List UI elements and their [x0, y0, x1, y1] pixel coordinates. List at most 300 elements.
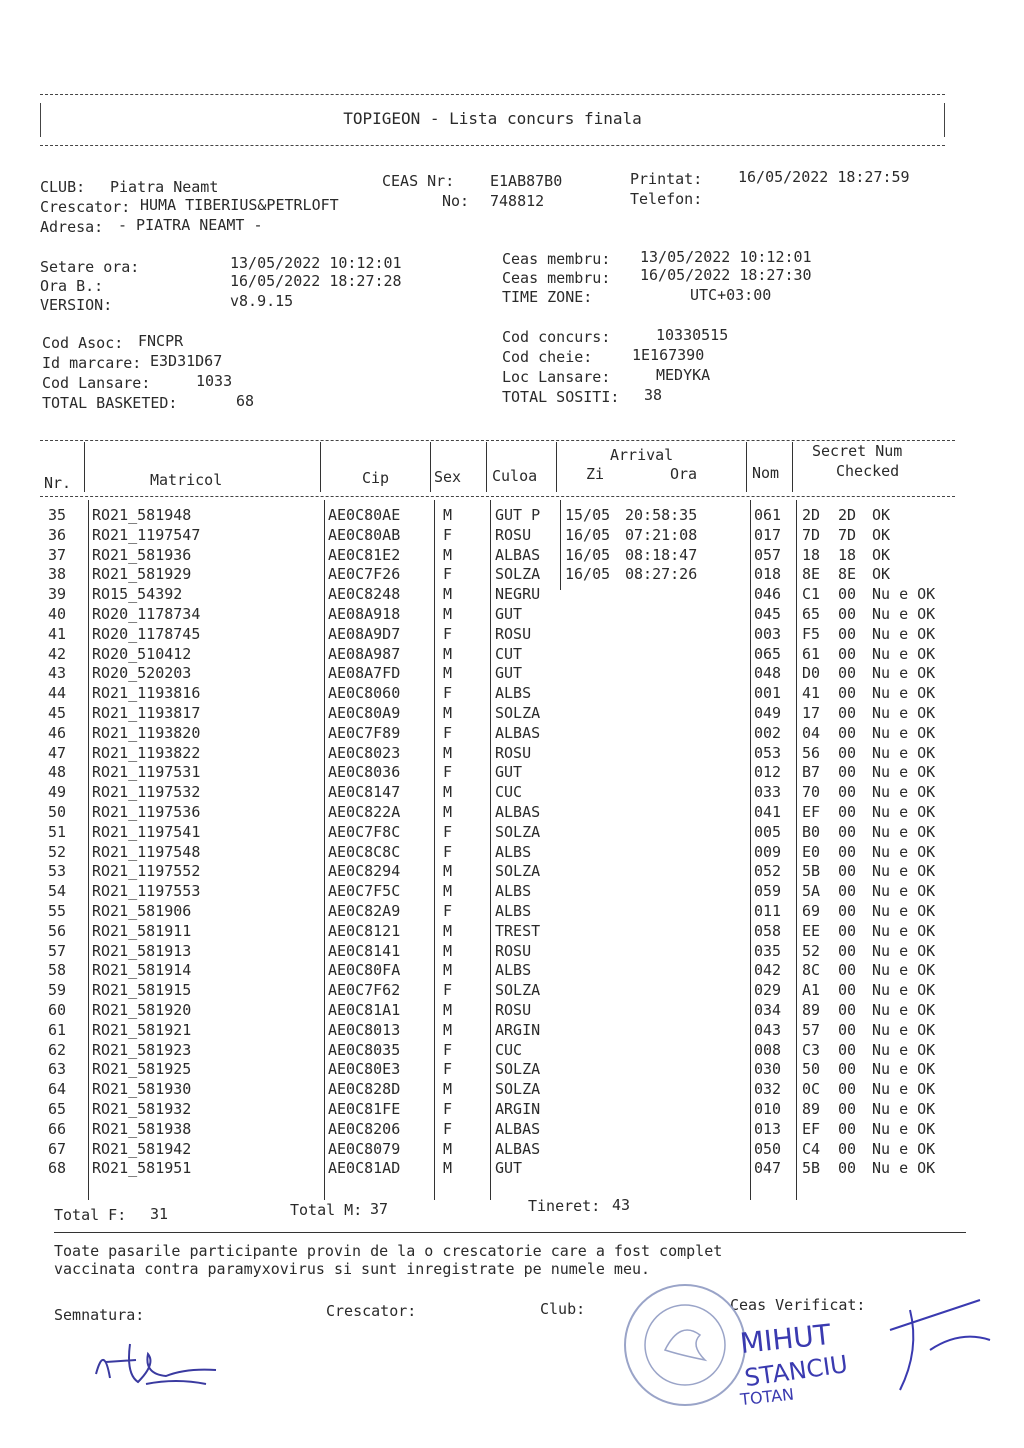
signature-icon	[86, 1334, 226, 1394]
row-secret: 5B	[802, 1159, 821, 1178]
row-num: 00	[838, 644, 857, 663]
row-matricol: RO21_581914	[92, 961, 192, 980]
col-header-sex: Sex	[434, 468, 462, 486]
row-matricol: RO21_1193820	[92, 723, 201, 742]
row-culoa: ARGIN	[495, 1100, 541, 1118]
row-sex: F	[443, 763, 453, 782]
row-num: 18	[838, 545, 857, 564]
row-sex: M	[443, 545, 453, 564]
row-num: 00	[838, 862, 857, 881]
row-secret: 89	[802, 1001, 821, 1019]
table-row	[40, 684, 955, 704]
row-cip: AE0C8035	[328, 1040, 401, 1059]
svg-text:TOTAN: TOTAN	[739, 1384, 795, 1410]
cod-cheie-label: Cod cheie:	[502, 348, 593, 366]
row-secret: C3	[802, 1040, 821, 1059]
col-header-matricol: Matricol	[150, 471, 223, 489]
row-num: 00	[838, 664, 857, 683]
row-secret: 89	[802, 1100, 821, 1118]
row-cip: AE0C80AE	[328, 506, 401, 524]
row-culoa: SOLZA	[495, 1060, 541, 1079]
row-matricol: RO21_1197552	[92, 862, 201, 881]
table-row	[40, 942, 955, 962]
ceas-membru2-value: 16/05/2022 18:27:30	[640, 266, 812, 284]
row-culoa: ALBS	[495, 902, 532, 920]
setare-value: 13/05/2022 10:12:01	[230, 254, 402, 272]
row-nom: 029	[754, 981, 782, 1000]
row-checked: OK	[872, 525, 891, 544]
row-matricol: RO20_1178745	[92, 624, 201, 643]
table-row	[40, 664, 955, 684]
row-sex: F	[443, 1100, 453, 1118]
row-cip: AE0C82A9	[328, 902, 401, 920]
row-cip: AE0C81AD	[328, 1159, 401, 1178]
row-num: 00	[838, 1080, 857, 1099]
row-num: 00	[838, 1020, 857, 1039]
row-matricol: RO21_581930	[92, 1080, 192, 1099]
row-sex: M	[443, 704, 453, 722]
row-nr: 41	[48, 624, 67, 643]
row-cip: AE0C8121	[328, 921, 401, 940]
row-nom: 059	[754, 882, 782, 901]
row-matricol: RO21_1197536	[92, 803, 201, 821]
row-nom: 013	[754, 1119, 782, 1138]
row-nr: 52	[48, 842, 67, 861]
row-checked: Nu e OK	[872, 704, 936, 722]
row-sex: M	[443, 862, 453, 881]
row-num: 00	[838, 902, 857, 920]
row-nr: 46	[48, 723, 67, 742]
row-sex: M	[443, 644, 453, 663]
row-zi: 16/05	[565, 545, 611, 564]
table-row	[40, 1021, 955, 1041]
cod-lansare-label: Cod Lansare:	[42, 374, 151, 392]
row-num: 00	[838, 743, 857, 762]
table-row	[40, 526, 955, 546]
row-culoa: GUT	[495, 763, 523, 782]
row-num: 00	[838, 1001, 857, 1019]
row-secret: 56	[802, 743, 821, 762]
row-nr: 40	[48, 605, 67, 623]
row-matricol: RO21_1197547	[92, 525, 201, 544]
row-nom: 017	[754, 525, 782, 544]
row-num: 00	[838, 723, 857, 742]
row-matricol: RO21_1193817	[92, 704, 201, 722]
row-matricol: RO21_581920	[92, 1001, 192, 1019]
row-matricol: RO15_54392	[92, 585, 183, 604]
row-num: 7D	[838, 525, 857, 544]
table-row	[40, 783, 955, 803]
row-culoa: SOLZA	[495, 981, 541, 1000]
row-nom: 033	[754, 783, 782, 802]
loc-lansare-label: Loc Lansare:	[502, 368, 611, 386]
row-num: 00	[838, 624, 857, 643]
row-cip: AE0C8079	[328, 1139, 401, 1158]
row-ora: 08:27:26	[625, 565, 698, 584]
row-secret: 18	[802, 545, 821, 564]
col-header-culoa: Culoa	[492, 467, 538, 485]
row-num: 00	[838, 1100, 857, 1118]
row-secret: 69	[802, 902, 821, 920]
table-row	[40, 625, 955, 645]
row-secret: 8E	[802, 565, 821, 584]
row-nr: 49	[48, 783, 67, 802]
row-secret: 70	[802, 783, 821, 802]
row-sex: F	[443, 822, 453, 841]
row-nr: 39	[48, 585, 67, 604]
row-nr: 43	[48, 664, 67, 683]
row-nom: 012	[754, 763, 782, 782]
row-culoa: TREST	[495, 921, 541, 940]
row-secret: 52	[802, 941, 821, 960]
col-header-cip: Cip	[362, 469, 390, 487]
row-checked: Nu e OK	[872, 783, 936, 802]
row-cip: AE0C7F8C	[328, 822, 401, 841]
club-label: CLUB:	[40, 178, 86, 196]
row-num: 00	[838, 822, 857, 841]
cod-concurs-label: Cod concurs:	[502, 328, 611, 346]
row-nr: 55	[48, 902, 67, 920]
row-checked: Nu e OK	[872, 763, 936, 782]
row-nom: 001	[754, 684, 782, 703]
row-nom: 052	[754, 862, 782, 881]
row-nr: 66	[48, 1119, 67, 1138]
row-nom: 010	[754, 1100, 782, 1118]
row-nr: 57	[48, 941, 67, 960]
row-num: 00	[838, 585, 857, 604]
row-sex: M	[443, 921, 453, 940]
row-nr: 42	[48, 644, 67, 663]
row-nr: 54	[48, 882, 67, 901]
table-row	[40, 1041, 955, 1061]
row-sex: M	[443, 605, 453, 623]
total-f-value: 31	[150, 1205, 169, 1223]
row-num: 2D	[838, 506, 857, 524]
row-cip: AE0C8023	[328, 743, 401, 762]
row-matricol: RO21_1197532	[92, 783, 201, 802]
row-sex: M	[443, 743, 453, 762]
table-row	[40, 1001, 955, 1021]
row-culoa: GUT	[495, 664, 523, 683]
table-row	[40, 803, 955, 823]
row-nom: 008	[754, 1040, 782, 1059]
row-nom: 057	[754, 545, 782, 564]
handwritten-verification	[730, 1290, 1000, 1410]
row-cip: AE0C81A1	[328, 1001, 401, 1019]
row-num: 00	[838, 605, 857, 623]
row-secret: B0	[802, 822, 821, 841]
ceas-membru2-label: Ceas membru:	[502, 269, 611, 287]
orab-label: Ora B.:	[40, 277, 104, 295]
row-secret: E0	[802, 842, 821, 861]
row-culoa: ALBS	[495, 961, 532, 980]
row-nom: 009	[754, 842, 782, 861]
table-row	[40, 724, 955, 744]
row-checked: Nu e OK	[872, 1100, 936, 1118]
row-checked: Nu e OK	[872, 1020, 936, 1039]
row-nom: 061	[754, 506, 782, 524]
row-secret: F5	[802, 624, 821, 643]
row-num: 00	[838, 783, 857, 802]
row-ora: 08:18:47	[625, 545, 698, 564]
no-value: 748812	[490, 192, 545, 210]
row-checked: Nu e OK	[872, 1001, 936, 1019]
row-matricol: RO21_581923	[92, 1040, 192, 1059]
row-nom: 058	[754, 921, 782, 940]
col-header-checked: Checked	[836, 462, 900, 480]
row-matricol: RO21_581942	[92, 1139, 192, 1158]
col-header-secret: Secret Num	[812, 442, 903, 460]
row-sex: M	[443, 882, 453, 901]
row-checked: Nu e OK	[872, 723, 936, 742]
row-sex: M	[443, 1159, 453, 1178]
row-checked: Nu e OK	[872, 1159, 936, 1178]
row-culoa: GUT	[495, 605, 523, 623]
table-row	[40, 565, 955, 585]
row-nom: 065	[754, 644, 782, 663]
row-nr: 37	[48, 545, 67, 564]
row-secret: 41	[802, 684, 821, 703]
total-m-value: 37	[370, 1200, 389, 1218]
tineret-label: Tineret:	[528, 1197, 601, 1215]
svg-text:STANCIU: STANCIU	[742, 1350, 850, 1393]
row-sex: F	[443, 1060, 453, 1079]
row-cip: AE0C828D	[328, 1080, 401, 1099]
table-row	[40, 744, 955, 764]
id-marcare-value: E3D31D67	[150, 352, 223, 370]
row-nr: 50	[48, 803, 67, 821]
row-num: 00	[838, 842, 857, 861]
club-value: Piatra Neamt	[110, 178, 219, 196]
table-row	[40, 1080, 955, 1100]
total-sositi-value: 38	[644, 386, 663, 404]
row-matricol: RO21_581948	[92, 506, 192, 524]
table-row	[40, 1140, 955, 1160]
table-row	[40, 823, 955, 843]
row-culoa: ALBAS	[495, 1119, 541, 1138]
row-nom: 035	[754, 941, 782, 960]
adresa-label: Adresa:	[40, 218, 104, 236]
row-checked: Nu e OK	[872, 1119, 936, 1138]
row-secret: EF	[802, 1119, 821, 1138]
row-sex: F	[443, 981, 453, 1000]
row-culoa: ROSU	[495, 1001, 532, 1019]
row-secret: A1	[802, 981, 821, 1000]
report-title-box	[40, 94, 945, 146]
table-row	[40, 882, 955, 902]
row-num: 00	[838, 981, 857, 1000]
row-nom: 041	[754, 803, 782, 821]
row-culoa: ALBAS	[495, 1139, 541, 1158]
total-m-label: Total M:	[290, 1201, 363, 1219]
row-secret: 8C	[802, 961, 821, 980]
row-sex: M	[443, 1080, 453, 1099]
row-culoa: SOLZA	[495, 1080, 541, 1099]
row-secret: C4	[802, 1139, 821, 1158]
row-nom: 043	[754, 1020, 782, 1039]
ceas-verificat-label: Ceas Verificat:	[730, 1296, 866, 1314]
vaccination-note-line2: vaccinata contra paramyxovirus si sunt inregistrate pe numele meu.	[54, 1260, 651, 1278]
row-matricol: RO21_581915	[92, 981, 192, 1000]
row-secret: 2D	[802, 506, 821, 524]
row-matricol: RO21_1193816	[92, 684, 201, 703]
row-sex: M	[443, 941, 453, 960]
row-matricol: RO21_581906	[92, 902, 192, 920]
row-sex: F	[443, 624, 453, 643]
row-ora: 20:58:35	[625, 506, 698, 524]
row-nom: 042	[754, 961, 782, 980]
row-culoa: ALBAS	[495, 545, 541, 564]
cod-asoc-value: FNCPR	[138, 332, 184, 350]
row-sex: F	[443, 684, 453, 703]
row-nr: 56	[48, 921, 67, 940]
row-sex: F	[443, 723, 453, 742]
row-num: 8E	[838, 565, 857, 584]
total-basketed-value: 68	[236, 392, 255, 410]
row-sex: F	[443, 842, 453, 861]
row-cip: AE0C7F5C	[328, 882, 401, 901]
printat-label: Printat:	[630, 170, 703, 188]
row-cip: AE08A918	[328, 605, 401, 623]
row-sex: M	[443, 803, 453, 821]
row-cip: AE0C822A	[328, 803, 401, 821]
row-matricol: RO21_1197531	[92, 763, 201, 782]
row-checked: Nu e OK	[872, 1060, 936, 1079]
tineret-value: 43	[612, 1196, 631, 1214]
row-secret: 61	[802, 644, 821, 663]
row-cip: AE08A9D7	[328, 624, 401, 643]
row-num: 00	[838, 1139, 857, 1158]
row-checked: Nu e OK	[872, 902, 936, 920]
row-matricol: RO20_1178734	[92, 605, 201, 623]
row-nom: 045	[754, 605, 782, 623]
row-cip: AE0C8013	[328, 1020, 401, 1039]
row-nom: 018	[754, 565, 782, 584]
row-matricol: RO21_581932	[92, 1100, 192, 1118]
row-nr: 59	[48, 981, 67, 1000]
row-sex: F	[443, 1040, 453, 1059]
row-nr: 47	[48, 743, 67, 762]
row-matricol: RO21_1197541	[92, 822, 201, 841]
row-checked: Nu e OK	[872, 1139, 936, 1158]
row-num: 00	[838, 1040, 857, 1059]
row-nr: 64	[48, 1080, 67, 1099]
row-culoa: SOLZA	[495, 862, 541, 881]
row-nr: 68	[48, 1159, 67, 1178]
row-sex: M	[443, 1001, 453, 1019]
row-checked: Nu e OK	[872, 803, 936, 821]
row-num: 00	[838, 1159, 857, 1178]
row-num: 00	[838, 1119, 857, 1138]
row-matricol: RO21_581936	[92, 545, 192, 564]
loc-lansare-value: MEDYKA	[656, 366, 711, 384]
row-matricol: RO20_520203	[92, 664, 192, 683]
row-nr: 60	[48, 1001, 67, 1019]
row-culoa: ARGIN	[495, 1020, 541, 1039]
row-culoa: ALBS	[495, 882, 532, 901]
row-nr: 61	[48, 1020, 67, 1039]
row-culoa: CUC	[495, 1040, 523, 1059]
row-nr: 53	[48, 862, 67, 881]
row-num: 00	[838, 921, 857, 940]
row-cip: AE0C8C8C	[328, 842, 401, 861]
col-header-ora: Ora	[670, 465, 698, 483]
col-header-zi: Zi	[586, 465, 605, 483]
row-checked: Nu e OK	[872, 921, 936, 940]
row-cip: AE08A7FD	[328, 664, 401, 683]
row-culoa: ALBAS	[495, 723, 541, 742]
row-secret: 5A	[802, 882, 821, 901]
row-nr: 35	[48, 506, 67, 524]
total-sositi-label: TOTAL SOSITI:	[502, 388, 620, 406]
row-num: 00	[838, 704, 857, 722]
row-cip: AE0C7F89	[328, 723, 401, 742]
row-sex: M	[443, 1139, 453, 1158]
row-nr: 51	[48, 822, 67, 841]
row-matricol: RO21_581921	[92, 1020, 192, 1039]
row-cip: AE0C80E3	[328, 1060, 401, 1079]
ceas-label: CEAS Nr:	[382, 172, 455, 190]
row-secret: EF	[802, 803, 821, 821]
row-matricol: RO21_1197548	[92, 842, 201, 861]
table-row	[40, 1060, 955, 1080]
row-checked: Nu e OK	[872, 882, 936, 901]
row-nom: 002	[754, 723, 782, 742]
semnatura-label: Semnatura:	[54, 1306, 145, 1324]
row-checked: Nu e OK	[872, 684, 936, 703]
row-secret: 0C	[802, 1080, 821, 1099]
cod-cheie-value: 1E167390	[632, 346, 705, 364]
timezone-label: TIME ZONE:	[502, 288, 593, 306]
crescator-label: Crescator:	[40, 198, 131, 216]
row-cip: AE0C8294	[328, 862, 401, 881]
table-row	[40, 1159, 955, 1179]
table-top-rule	[40, 440, 955, 441]
row-cip: AE08A987	[328, 644, 401, 663]
row-checked: Nu e OK	[872, 941, 936, 960]
cod-concurs-value: 10330515	[656, 326, 729, 344]
timezone-value: UTC+03:00	[690, 286, 772, 304]
row-cip: AE0C7F26	[328, 565, 401, 584]
crescator-value: HUMA TIBERIUS&PETRLOFT	[140, 196, 339, 214]
row-nr: 44	[48, 684, 67, 703]
row-num: 00	[838, 882, 857, 901]
row-sex: F	[443, 1119, 453, 1138]
row-cip: AE0C80AB	[328, 525, 401, 544]
row-nr: 38	[48, 565, 67, 584]
row-sex: M	[443, 1020, 453, 1039]
table-row	[40, 645, 955, 665]
row-culoa: GUT	[495, 1159, 523, 1178]
row-culoa: CUC	[495, 783, 523, 802]
row-matricol: RO21_581929	[92, 565, 192, 584]
vaccination-note-line1: Toate pasarile participante provin de la o crescatorie care a fost complet	[54, 1242, 723, 1260]
report-title: TOPIGEON - Lista concurs finala	[343, 109, 642, 128]
row-cip: AE0C8147	[328, 783, 401, 802]
table-row	[40, 585, 955, 605]
total-basketed-label: TOTAL BASKETED:	[42, 394, 178, 412]
row-zi: 15/05	[565, 506, 611, 524]
row-checked: Nu e OK	[872, 842, 936, 861]
row-nom: 003	[754, 624, 782, 643]
table-row	[40, 763, 955, 783]
row-sex: M	[443, 961, 453, 980]
table-row	[40, 546, 955, 566]
row-secret: B7	[802, 763, 821, 782]
row-culoa: ALBS	[495, 842, 532, 861]
row-secret: EE	[802, 921, 821, 940]
row-sex: M	[443, 664, 453, 683]
